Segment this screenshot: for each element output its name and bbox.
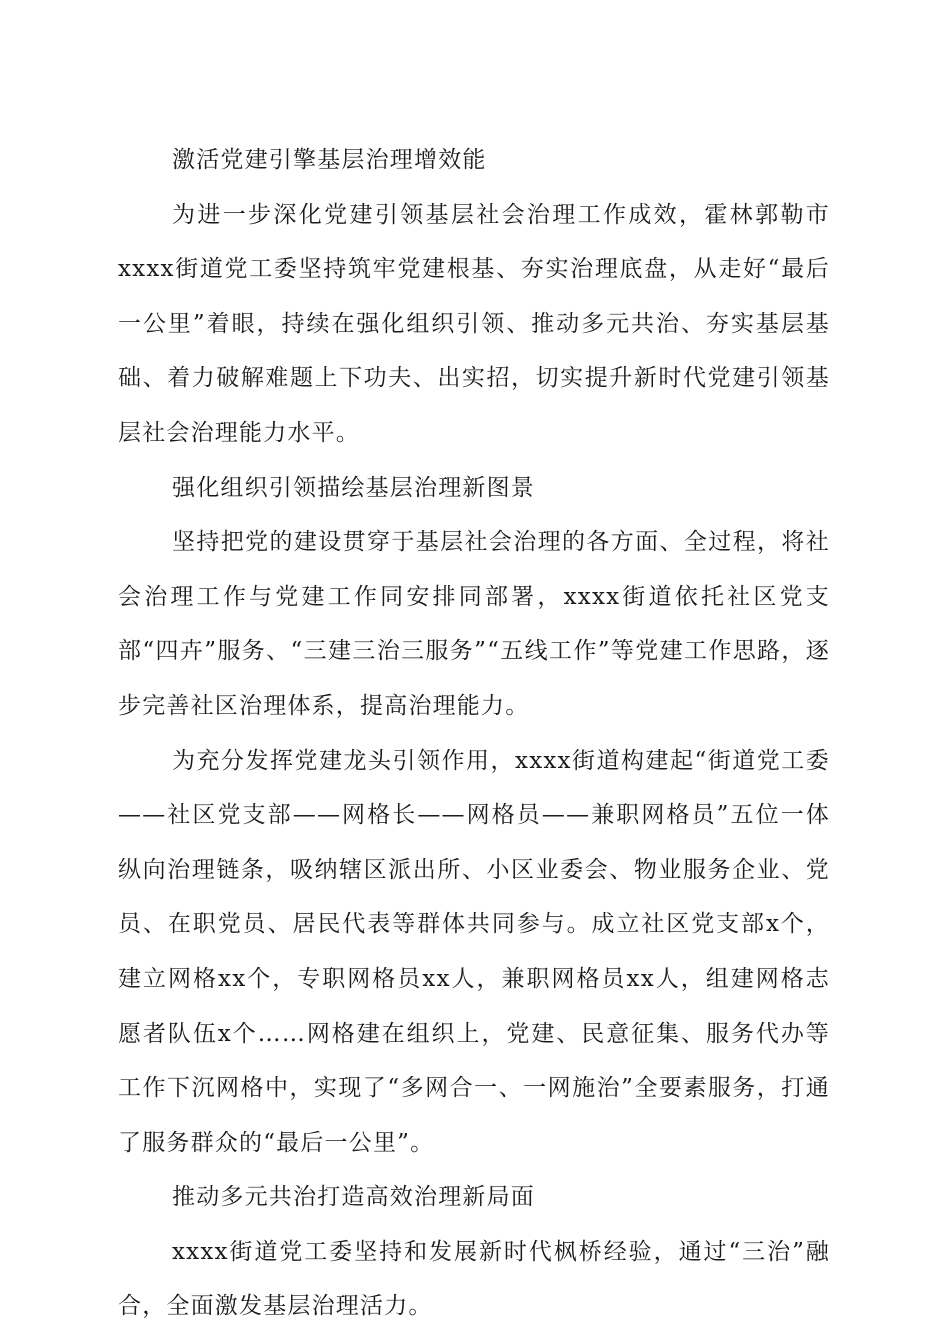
intro-paragraph: 为进一步深化党建引领基层社会治理工作成效，霍林郭勒市xxxx街道党工委坚持筑牢党建根基、夯实治理底盘，从走好“最后一公里”着眼，持续在强化组织引领、推动多元共治、夯实基层基础、着力破解难题上下功夫、出实招，切实提升新时代党建引领基层社会治理能力水平。 (118, 201, 830, 446)
document-title: 激活党建引擎基层治理增效能 (172, 147, 487, 173)
section-paragraph: 为充分发挥党建龙头引领作用，xxxx街道构建起“街道党工委——社区党支部——网格长——网格员——兼职网格员”五位一体纵向治理链条，吸纳辖区派出所、小区业委会、物业服务企业、党员、在职党员、居民代表等群体共同参与。成立社区党支部x个，建立网格xx个，专职网格员xx人，兼职网格员xx人，组建网格志愿者队伍x个……网格建在组织上，党建、民意征集、服务代办等工作下沉网格中，实现了“多网合一、一网施治”全要素服务，打通了服务群众的“最后一公里”。 (118, 747, 830, 1156)
section-heading: 推动多元共治打造高效治理新局面 (172, 1184, 535, 1211)
section-heading: 强化组织引领描绘基层治理新图景 (172, 474, 535, 501)
document-body (118, 133, 830, 1334)
section-paragraph: xxxx街道党工委坚持和发展新时代枫桥经验，通过“三治”融合，全面激发基层治理活力。 (118, 1238, 830, 1320)
section-paragraph: 坚持把党的建设贯穿于基层社会治理的各方面、全过程，将社会治理工作与党建工作同安排同部署，xxxx街道依托社区党支部“四卉”服务、“三建三治三服务”“五线工作”等党建工作思路，逐步完善社区治理体系，提高治理能力。 (118, 529, 830, 719)
